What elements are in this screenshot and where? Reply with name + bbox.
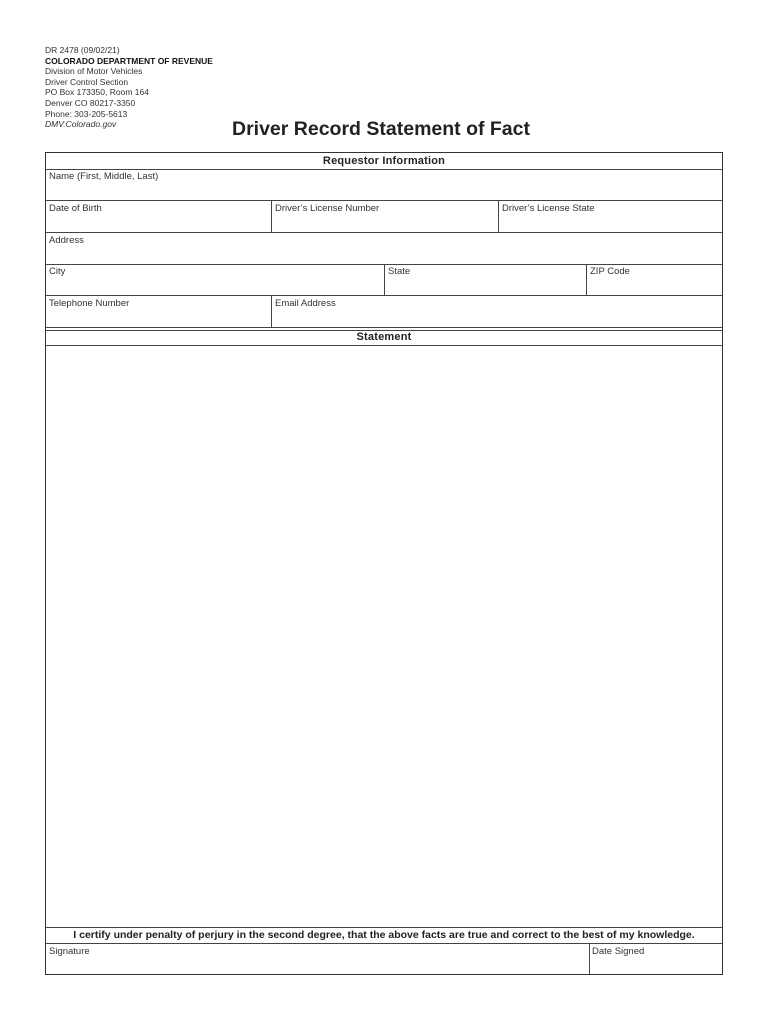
- divider: [271, 295, 272, 327]
- address-label: Address: [49, 235, 84, 246]
- divider: [45, 345, 723, 346]
- division-name: Division of Motor Vehicles: [45, 66, 143, 77]
- divider: [45, 295, 723, 296]
- address-field[interactable]: [49, 248, 717, 262]
- license-state-label: Driver’s License State: [502, 203, 595, 214]
- divider: [271, 200, 272, 232]
- dob-field[interactable]: [49, 216, 267, 230]
- date-signed-field[interactable]: [592, 958, 717, 972]
- page-title: Driver Record Statement of Fact: [232, 118, 530, 140]
- certification-text: I certify under penalty of perjury in the second degree, that the above facts are true and correct to the best of my knowledge.: [73, 929, 695, 941]
- statement-textarea[interactable]: [49, 349, 717, 924]
- state-field[interactable]: [388, 279, 580, 293]
- divider: [498, 200, 499, 232]
- divider: [45, 327, 723, 328]
- divider: [45, 169, 723, 170]
- dob-label: Date of Birth: [49, 203, 102, 214]
- email-label: Email Address: [275, 298, 336, 309]
- divider: [45, 200, 723, 201]
- signature-field[interactable]: [49, 958, 584, 972]
- statement-heading: Statement: [356, 331, 412, 343]
- city-label: City: [49, 266, 66, 277]
- email-field[interactable]: [275, 311, 717, 325]
- telephone-field[interactable]: [49, 311, 267, 325]
- po-box: PO Box 173350, Room 164: [45, 87, 149, 98]
- divider: [589, 943, 590, 975]
- license-number-label: Driver’s License Number: [275, 203, 380, 214]
- city-zip: Denver CO 80217-3350: [45, 97, 136, 108]
- zip-field[interactable]: [590, 279, 717, 293]
- license-number-field[interactable]: [275, 216, 493, 230]
- license-state-field[interactable]: [502, 216, 717, 230]
- requestor-heading: Requestor Information: [322, 155, 446, 167]
- signature-label: Signature: [49, 946, 90, 957]
- form-id: DR 2478 (09/02/21): [45, 45, 120, 55]
- divider: [45, 927, 723, 928]
- divider: [45, 943, 723, 944]
- website: DMV.Colorado.gov: [45, 119, 117, 130]
- state-label: State: [388, 266, 411, 277]
- agency-header: [45, 45, 213, 130]
- name-label: Name (First, Middle, Last): [49, 171, 159, 182]
- divider: [45, 232, 723, 233]
- divider: [586, 264, 587, 295]
- telephone-label: Telephone Number: [49, 298, 130, 309]
- section-name: Driver Control Section: [45, 76, 129, 87]
- name-field[interactable]: [49, 184, 717, 198]
- divider: [384, 264, 385, 295]
- department-name: COLORADO DEPARTMENT OF REVENUE: [45, 55, 213, 66]
- city-field[interactable]: [49, 279, 379, 293]
- phone: Phone: 303-205-5613: [45, 108, 128, 119]
- date-signed-label: Date Signed: [592, 946, 645, 957]
- zip-label: ZIP Code: [590, 266, 630, 277]
